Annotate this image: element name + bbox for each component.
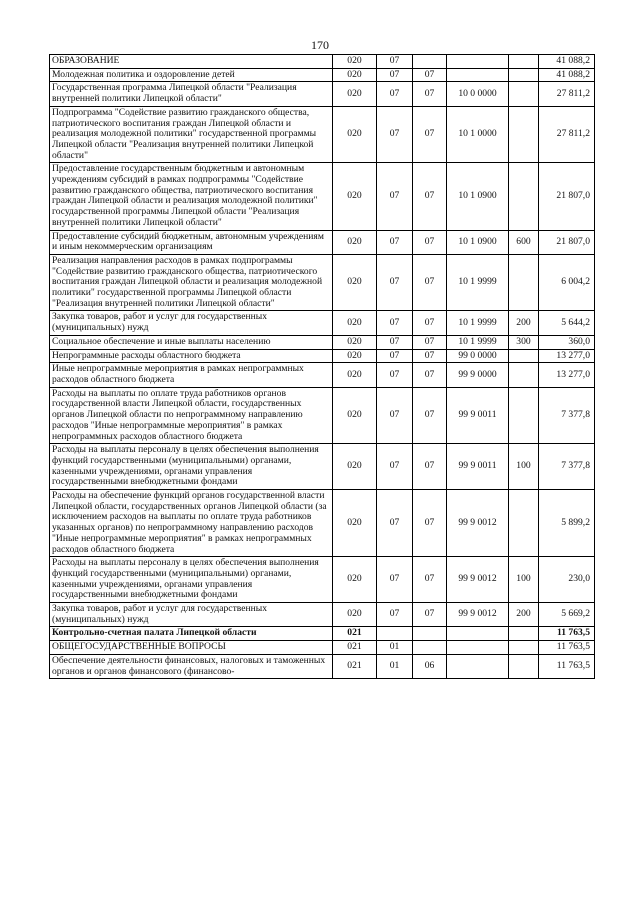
row-target-cell (447, 654, 509, 678)
row-ved-cell: 020 (333, 68, 377, 82)
row-section-cell: 07 (377, 311, 413, 335)
row-subsection-cell: 07 (413, 603, 447, 627)
table-row (50, 106, 595, 163)
row-sum-cell: 230,0 (539, 557, 595, 603)
row-target-cell: 99 9 0012 (447, 557, 509, 603)
row-section-cell: 07 (377, 82, 413, 106)
table-row (50, 387, 595, 444)
row-sum-cell: 21 807,0 (539, 230, 595, 254)
table-row (50, 627, 595, 641)
row-sum-cell: 13 277,0 (539, 349, 595, 363)
row-section-cell: 07 (377, 557, 413, 603)
row-subsection-cell: 07 (413, 335, 447, 349)
row-expense-type-cell (509, 387, 539, 444)
row-section-cell: 07 (377, 106, 413, 163)
row-section-cell: 07 (377, 230, 413, 254)
row-ved-cell: 021 (333, 641, 377, 655)
row-expense-type-cell: 300 (509, 335, 539, 349)
table-row (50, 55, 595, 69)
row-ved-cell: 020 (333, 387, 377, 444)
row-section-cell: 07 (377, 254, 413, 311)
row-target-cell: 99 0 0000 (447, 349, 509, 363)
row-expense-type-cell: 600 (509, 230, 539, 254)
row-section-cell: 07 (377, 68, 413, 82)
row-expense-type-cell (509, 627, 539, 641)
row-ved-cell: 020 (333, 163, 377, 230)
row-target-cell: 99 9 0012 (447, 490, 509, 557)
row-ved-cell: 021 (333, 627, 377, 641)
row-sum-cell: 5 899,2 (539, 490, 595, 557)
row-subsection-cell (413, 55, 447, 69)
row-target-cell: 10 1 0000 (447, 106, 509, 163)
row-target-cell (447, 55, 509, 69)
row-ved-cell: 020 (333, 490, 377, 557)
row-target-cell: 10 1 9999 (447, 254, 509, 311)
row-target-cell: 10 1 9999 (447, 311, 509, 335)
table-row (50, 254, 595, 311)
row-name-cell: Подпрограмма "Содействие развитию гражданского общества, патриотического воспитания граждан Липецкой области и реализация молодежной политики" государственной программы Липецкой области "Реализация внутренней политики Липецкой области" (50, 106, 333, 163)
row-subsection-cell: 07 (413, 311, 447, 335)
row-ved-cell: 021 (333, 654, 377, 678)
row-subsection-cell: 07 (413, 387, 447, 444)
row-target-cell: 99 9 0000 (447, 363, 509, 387)
row-target-cell: 10 0 0000 (447, 82, 509, 106)
table-row (50, 603, 595, 627)
row-name-cell: Молодежная политика и оздоровление детей (50, 68, 333, 82)
row-expense-type-cell (509, 363, 539, 387)
row-target-cell (447, 68, 509, 82)
row-sum-cell: 5 669,2 (539, 603, 595, 627)
row-sum-cell: 41 088,2 (539, 68, 595, 82)
row-section-cell: 07 (377, 603, 413, 627)
row-section-cell: 07 (377, 444, 413, 490)
row-name-cell: ОБЩЕГОСУДАРСТВЕННЫЕ ВОПРОСЫ (50, 641, 333, 655)
row-ved-cell: 020 (333, 557, 377, 603)
row-sum-cell: 6 004,2 (539, 254, 595, 311)
row-ved-cell: 020 (333, 106, 377, 163)
row-expense-type-cell (509, 654, 539, 678)
row-name-cell: Социальное обеспечение и иные выплаты населению (50, 335, 333, 349)
row-sum-cell: 360,0 (539, 335, 595, 349)
table-row (50, 349, 595, 363)
row-expense-type-cell (509, 349, 539, 363)
table-row (50, 163, 595, 230)
row-subsection-cell: 07 (413, 230, 447, 254)
row-sum-cell: 11 763,5 (539, 641, 595, 655)
row-subsection-cell: 07 (413, 349, 447, 363)
row-subsection-cell: 07 (413, 363, 447, 387)
row-name-cell: Реализация направления расходов в рамках подпрограммы "Содействие развитию гражданского общества, патриотического воспитания граждан Липецкой области и реализация молодежной политики" государственной программы Липецкой области "Реализация внутренней политики Липецкой области" (50, 254, 333, 311)
row-target-cell: 10 1 9999 (447, 335, 509, 349)
row-section-cell: 07 (377, 335, 413, 349)
row-sum-cell: 27 811,2 (539, 106, 595, 163)
row-ved-cell: 020 (333, 363, 377, 387)
row-ved-cell: 020 (333, 254, 377, 311)
row-section-cell: 07 (377, 55, 413, 69)
row-subsection-cell: 07 (413, 68, 447, 82)
row-subsection-cell: 07 (413, 163, 447, 230)
row-section-cell: 07 (377, 349, 413, 363)
row-expense-type-cell (509, 55, 539, 69)
row-name-cell: Расходы на выплаты персоналу в целях обеспечения выполнения функций государственными (муниципальными) органами, казенными учреждениями, органами управления государственными внебюджетными фондами (50, 557, 333, 603)
table-row (50, 335, 595, 349)
row-sum-cell: 21 807,0 (539, 163, 595, 230)
row-subsection-cell: 07 (413, 106, 447, 163)
row-ved-cell: 020 (333, 311, 377, 335)
row-expense-type-cell (509, 490, 539, 557)
row-expense-type-cell: 100 (509, 557, 539, 603)
table-row (50, 490, 595, 557)
row-section-cell: 07 (377, 490, 413, 557)
row-name-cell: Расходы на обеспечение функций органов государственной власти Липецкой области, государственных органов Липецкой области (за исключением расходов на выплаты по оплате труда работников указанных органов) по непрограммному направлению расходов "Иные непрограммные мероприятия" в рамках непрограммных расходов областного бюджета (50, 490, 333, 557)
page-number: 170 (311, 38, 329, 52)
row-target-cell (447, 641, 509, 655)
row-ved-cell: 020 (333, 444, 377, 490)
table-row (50, 641, 595, 655)
row-sum-cell: 11 763,5 (539, 627, 595, 641)
row-name-cell: Государственная программа Липецкой области "Реализация внутренней политики Липецкой области" (50, 82, 333, 106)
row-ved-cell: 020 (333, 349, 377, 363)
table-row (50, 654, 595, 678)
row-name-cell: ОБРАЗОВАНИЕ (50, 55, 333, 69)
row-target-cell: 10 1 0900 (447, 230, 509, 254)
row-sum-cell: 7 377,8 (539, 387, 595, 444)
row-sum-cell: 41 088,2 (539, 55, 595, 69)
row-ved-cell: 020 (333, 55, 377, 69)
row-name-cell: Обеспечение деятельности финансовых, налоговых и таможенных органов и органов финансового (финансово- (50, 654, 333, 678)
row-expense-type-cell (509, 254, 539, 311)
row-expense-type-cell (509, 82, 539, 106)
table-row (50, 363, 595, 387)
row-sum-cell: 7 377,8 (539, 444, 595, 490)
row-sum-cell: 27 811,2 (539, 82, 595, 106)
row-ved-cell: 020 (333, 230, 377, 254)
row-expense-type-cell (509, 163, 539, 230)
row-ved-cell: 020 (333, 82, 377, 106)
row-section-cell: 01 (377, 654, 413, 678)
row-target-cell: 99 9 0012 (447, 603, 509, 627)
row-section-cell (377, 627, 413, 641)
row-subsection-cell: 07 (413, 82, 447, 106)
table-row (50, 68, 595, 82)
row-name-cell: Закупка товаров, работ и услуг для государственных (муниципальных) нужд (50, 603, 333, 627)
row-ved-cell: 020 (333, 335, 377, 349)
row-sum-cell: 5 644,2 (539, 311, 595, 335)
row-section-cell: 07 (377, 387, 413, 444)
table-row (50, 82, 595, 106)
row-subsection-cell: 07 (413, 490, 447, 557)
row-expense-type-cell: 100 (509, 444, 539, 490)
row-section-cell: 07 (377, 163, 413, 230)
row-expense-type-cell (509, 68, 539, 82)
row-expense-type-cell (509, 106, 539, 163)
budget-table (49, 54, 595, 679)
row-name-cell: Непрограммные расходы областного бюджета (50, 349, 333, 363)
row-subsection-cell: 07 (413, 444, 447, 490)
table-row (50, 444, 595, 490)
row-target-cell (447, 627, 509, 641)
table-body (50, 55, 595, 679)
row-section-cell: 07 (377, 363, 413, 387)
row-sum-cell: 13 277,0 (539, 363, 595, 387)
row-expense-type-cell (509, 641, 539, 655)
table-row (50, 557, 595, 603)
row-target-cell: 99 9 0011 (447, 444, 509, 490)
row-name-cell: Предоставление государственным бюджетным и автономным учреждениям субсидий в рамках подпрограммы "Содействие развитию гражданского общества, патриотического воспитания граждан Липецкой области и реализация молодежной политики" государственной программы Липецкой области "Реализация внутренней политики Липецкой области" (50, 163, 333, 230)
row-subsection-cell: 06 (413, 654, 447, 678)
row-expense-type-cell: 200 (509, 311, 539, 335)
row-target-cell: 99 9 0011 (447, 387, 509, 444)
row-subsection-cell: 07 (413, 254, 447, 311)
row-name-cell: Закупка товаров, работ и услуг для государственных (муниципальных) нужд (50, 311, 333, 335)
row-subsection-cell (413, 627, 447, 641)
row-name-cell: Контрольно-счетная палата Липецкой области (50, 627, 333, 641)
table-row (50, 230, 595, 254)
row-name-cell: Иные непрограммные мероприятия в рамках непрограммных расходов областного бюджета (50, 363, 333, 387)
row-target-cell: 10 1 0900 (447, 163, 509, 230)
row-subsection-cell (413, 641, 447, 655)
row-sum-cell: 11 763,5 (539, 654, 595, 678)
row-name-cell: Предоставление субсидий бюджетным, автономным учреждениям и иным некоммерческим организациям (50, 230, 333, 254)
row-subsection-cell: 07 (413, 557, 447, 603)
row-name-cell: Расходы на выплаты персоналу в целях обеспечения выполнения функций государственными (муниципальными) органами, казенными учреждениями, органами управления государственными внебюджетными фондами (50, 444, 333, 490)
row-section-cell: 01 (377, 641, 413, 655)
row-ved-cell: 020 (333, 603, 377, 627)
table-row (50, 311, 595, 335)
row-name-cell: Расходы на выплаты по оплате труда работников органов государственной власти Липецкой области, государственных органов Липецкой области по непрограммному направлению расходов "Иные непрограммные мероприятия" в рамках непрограммных расходов областного бюджета (50, 387, 333, 444)
row-expense-type-cell: 200 (509, 603, 539, 627)
